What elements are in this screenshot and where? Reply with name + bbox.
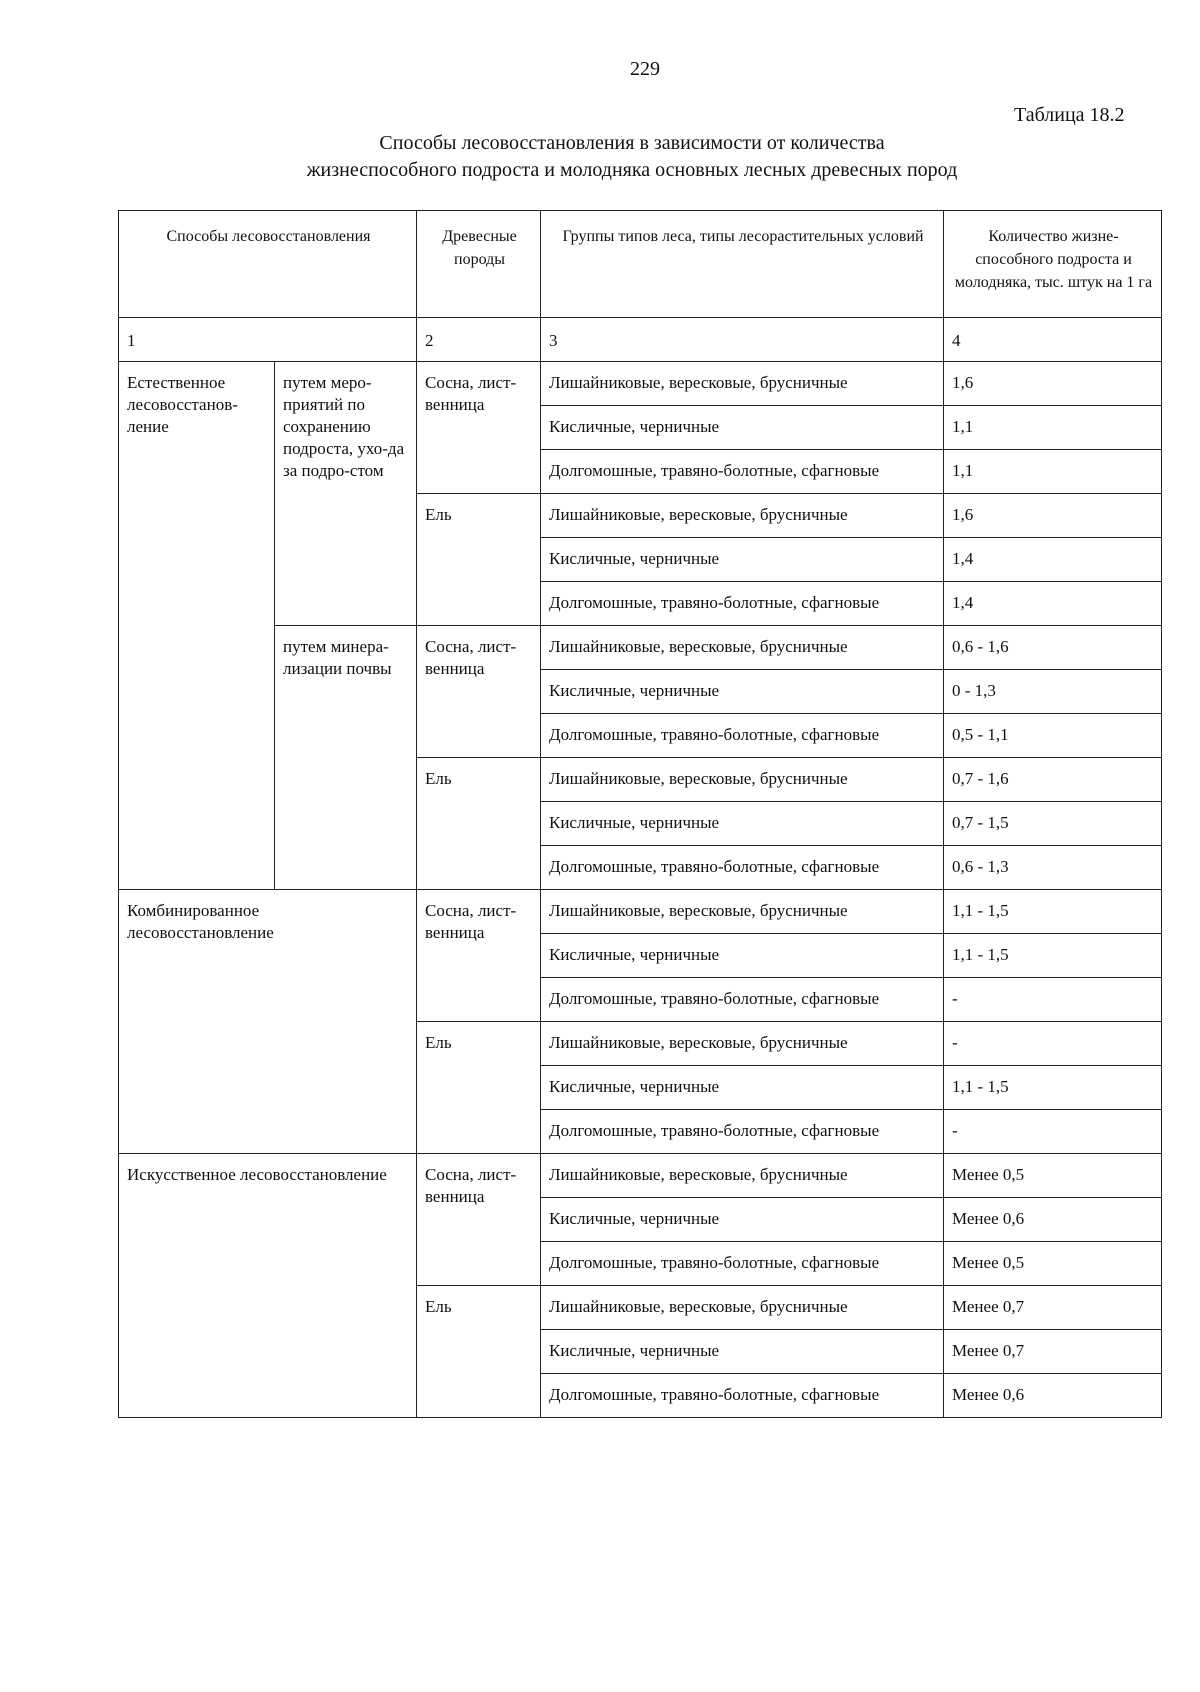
forest-group: Кисличные, черничные	[541, 934, 944, 978]
regrowth-amount: 1,6	[944, 362, 1162, 406]
regrowth-amount: 1,1	[944, 406, 1162, 450]
forest-group: Лишайниковые, вересковые, брусничные	[541, 626, 944, 670]
table-row	[119, 890, 1162, 934]
submethod-name: путем меро-приятий по сохранению подроста, ухо-да за подро-стом	[275, 362, 417, 626]
method-name: Комбинированное лесовосстановление	[119, 890, 417, 1154]
forest-group: Кисличные, черничные	[541, 670, 944, 714]
species-name: Ель	[417, 494, 541, 626]
table-row	[119, 626, 1162, 670]
species-name: Сосна, лист-венница	[417, 1154, 541, 1286]
forest-group: Долгомошные, травяно-болотные, сфагновые	[541, 714, 944, 758]
species-name: Ель	[417, 1022, 541, 1154]
species-name: Ель	[417, 758, 541, 890]
regrowth-amount: Менее 0,6	[944, 1374, 1162, 1418]
column-number: 4	[944, 318, 1162, 362]
regrowth-amount: 0,6 - 1,3	[944, 846, 1162, 890]
regrowth-amount: 0,5 - 1,1	[944, 714, 1162, 758]
header-row	[119, 211, 1162, 318]
forest-group: Лишайниковые, вересковые, брусничные	[541, 758, 944, 802]
regrowth-amount: 1,1	[944, 450, 1162, 494]
regrowth-amount: Менее 0,7	[944, 1330, 1162, 1374]
regrowth-amount: 1,6	[944, 494, 1162, 538]
forest-group: Долгомошные, травяно-болотные, сфагновые	[541, 1242, 944, 1286]
submethod-name: путем минера-лизации почвы	[275, 626, 417, 890]
forest-group: Лишайниковые, вересковые, брусничные	[541, 1154, 944, 1198]
forest-group: Кисличные, черничные	[541, 1330, 944, 1374]
regrowth-amount: 0 - 1,3	[944, 670, 1162, 714]
method-name: Естественное лесовосстанов-ление	[119, 362, 275, 890]
species-name: Сосна, лист-венница	[417, 362, 541, 494]
forest-group: Лишайниковые, вересковые, брусничные	[541, 1286, 944, 1330]
column-number: 2	[417, 318, 541, 362]
regrowth-amount: -	[944, 1110, 1162, 1154]
page-number: 229	[630, 58, 660, 80]
forest-group: Кисличные, черничные	[541, 1066, 944, 1110]
regrowth-amount: 0,6 - 1,6	[944, 626, 1162, 670]
forest-group: Долгомошные, травяно-болотные, сфагновые	[541, 450, 944, 494]
forest-group: Долгомошные, травяно-болотные, сфагновые	[541, 1374, 944, 1418]
header-species: Древесные породы	[417, 211, 541, 318]
forest-group: Кисличные, черничные	[541, 406, 944, 450]
regrowth-amount: Менее 0,7	[944, 1286, 1162, 1330]
table-row	[119, 362, 1162, 406]
forest-group: Лишайниковые, вересковые, брусничные	[541, 890, 944, 934]
forest-group: Долгомошные, травяно-болотные, сфагновые	[541, 582, 944, 626]
header-method: Способы лесовосстановления	[119, 211, 417, 318]
forest-group: Кисличные, черничные	[541, 538, 944, 582]
table-row	[119, 1154, 1162, 1198]
regrowth-amount: 0,7 - 1,5	[944, 802, 1162, 846]
regrowth-amount: 0,7 - 1,6	[944, 758, 1162, 802]
regrowth-amount: Менее 0,5	[944, 1154, 1162, 1198]
forest-group: Кисличные, черничные	[541, 1198, 944, 1242]
regrowth-amount: 1,1 - 1,5	[944, 1066, 1162, 1110]
header-amount: Количество жизне-способного подроста и молодняка, тыс. штук на 1 га	[944, 211, 1162, 318]
forest-group: Кисличные, черничные	[541, 802, 944, 846]
forest-group: Лишайниковые, вересковые, брусничные	[541, 1022, 944, 1066]
species-name: Сосна, лист-венница	[417, 890, 541, 1022]
regrowth-amount: 1,4	[944, 538, 1162, 582]
forest-group: Долгомошные, травяно-болотные, сфагновые	[541, 1110, 944, 1154]
table-title: Способы лесовосстановления в зависимости от количества жизнеспособного подроста и молодняка основных лесных древесных пород	[306, 132, 958, 181]
regrowth-amount: 1,1 - 1,5	[944, 890, 1162, 934]
forest-group: Долгомошные, травяно-болотные, сфагновые	[541, 978, 944, 1022]
column-number: 3	[541, 318, 944, 362]
forest-group: Долгомошные, травяно-болотные, сфагновые	[541, 846, 944, 890]
method-name: Искусственное лесовосстановление	[119, 1154, 417, 1418]
forest-restoration-table	[118, 210, 1162, 1418]
column-number: 1	[119, 318, 417, 362]
regrowth-amount: Менее 0,6	[944, 1198, 1162, 1242]
forest-group: Лишайниковые, вересковые, брусничные	[541, 362, 944, 406]
species-name: Ель	[417, 1286, 541, 1418]
table-label: Таблица 18.2	[1014, 104, 1125, 126]
regrowth-amount: -	[944, 978, 1162, 1022]
regrowth-amount: -	[944, 1022, 1162, 1066]
regrowth-amount: 1,1 - 1,5	[944, 934, 1162, 978]
column-number-row	[119, 318, 1162, 362]
forest-group: Лишайниковые, вересковые, брусничные	[541, 494, 944, 538]
regrowth-amount: Менее 0,5	[944, 1242, 1162, 1286]
header-groups: Группы типов леса, типы лесорастительных условий	[541, 211, 944, 318]
regrowth-amount: 1,4	[944, 582, 1162, 626]
species-name: Сосна, лист-венница	[417, 626, 541, 758]
